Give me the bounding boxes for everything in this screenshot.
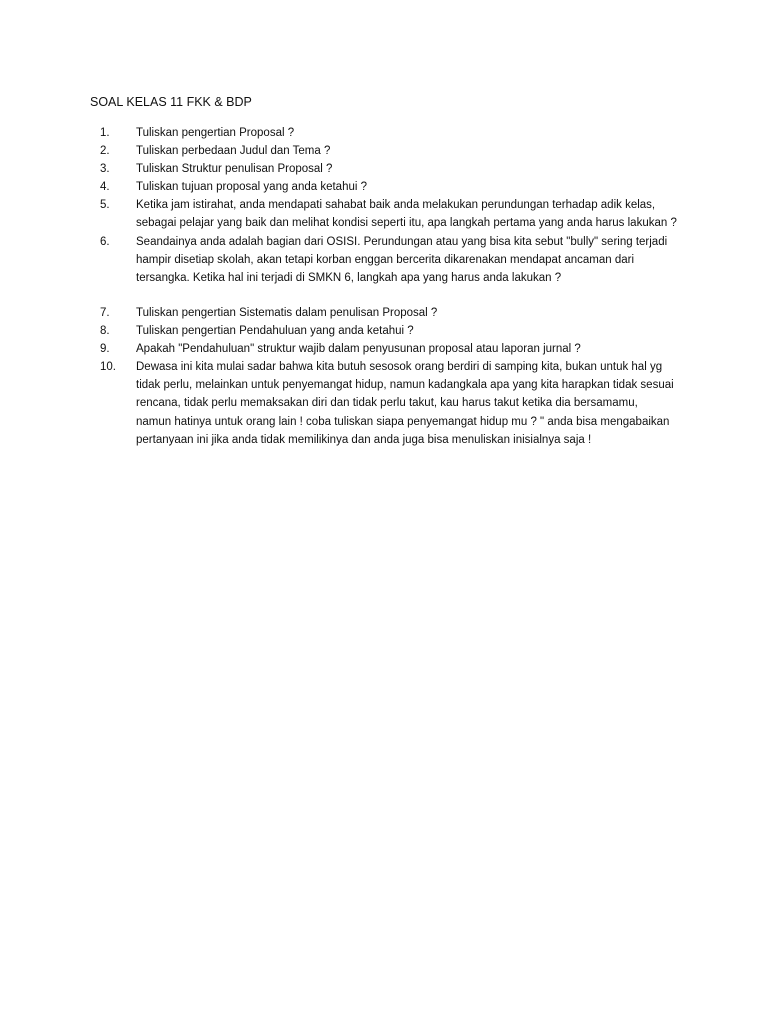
question-item [0, 142, 768, 160]
question-text-line: Apakah "Pendahuluan" struktur wajib dalam penyusunan proposal atau laporan jurnal ? [136, 343, 581, 355]
question-text-line: namun hatinya untuk orang lain ! coba tuliskan siapa penyemangat hidup mu ? " anda bisa mengabaikan [136, 415, 670, 428]
question-item [0, 196, 768, 232]
question-number: 1. [100, 127, 110, 139]
question-item [0, 358, 768, 449]
question-text-line: tersangka. Ketika hal ini terjadi di SMKN 6, langkah apa yang harus anda lakukan ? [136, 272, 562, 285]
question-number: 6. [100, 236, 110, 248]
question-number: 9. [100, 343, 110, 355]
question-text-line: Ketika jam istirahat, anda mendapati sahabat baik anda melakukan perundungan terhadap adik kelas, [136, 199, 656, 211]
question-number: 3. [100, 163, 110, 175]
question-text-line: pertanyaan ini jika anda tidak memilikinya dan anda juga bisa menuliskan inisialnya saja ! [136, 433, 592, 446]
question-number: 7. [100, 307, 110, 319]
question-text-line: Tuliskan pengertian Sistematis dalam penulisan Proposal ? [136, 307, 438, 319]
question-number: 2. [100, 145, 110, 157]
question-text-line: Dewasa ini kita mulai sadar bahwa kita butuh sesosok orang berdiri di samping kita, bukan untuk hal yg [136, 361, 663, 373]
question-item [0, 178, 768, 196]
question-text-line: sebagai pelajar yang baik dan melihat kondisi seperti itu, apa langkah pertama yang anda harus lakukan ? [136, 217, 677, 230]
document-title: SOAL KELAS 11 FKK & BDP [90, 95, 252, 109]
question-item [0, 124, 768, 142]
question-item [0, 233, 768, 288]
question-text-line: Tuliskan pengertian Pendahuluan yang anda ketahui ? [136, 325, 414, 337]
question-text-line: Tuliskan tujuan proposal yang anda ketahui ? [136, 181, 368, 193]
question-number: 4. [100, 181, 110, 193]
question-text-line: Seandainya anda adalah bagian dari OSISI. Perundungan atau yang bisa kita sebut "bully" sering terjadi [136, 236, 668, 248]
question-text-line: Tuliskan perbedaan Judul dan Tema ? [136, 145, 331, 157]
question-item [0, 340, 768, 358]
question-text-line: rencana, tidak perlu memaksakan diri dan tidak perlu takut, kau harus takut ketika dia bersamamu, [136, 397, 638, 410]
question-text-line: tidak perlu, melainkan untuk penyemangat hidup, namun kadangkala apa yang kita harapkan tidak sesuai [136, 379, 674, 392]
question-number: 5. [100, 199, 110, 211]
question-item [0, 322, 768, 340]
question-text-line: hampir disetiap skolah, akan tetapi korban enggan bercerita dikarenakan mendapat ancaman dari [136, 254, 635, 267]
question-text-line: Tuliskan pengertian Proposal ? [136, 127, 295, 139]
question-number: 10. [100, 361, 116, 373]
question-number: 8. [100, 325, 110, 337]
question-item [0, 304, 768, 322]
question-item [0, 160, 768, 178]
question-text-line: Tuliskan Struktur penulisan Proposal ? [136, 163, 333, 175]
